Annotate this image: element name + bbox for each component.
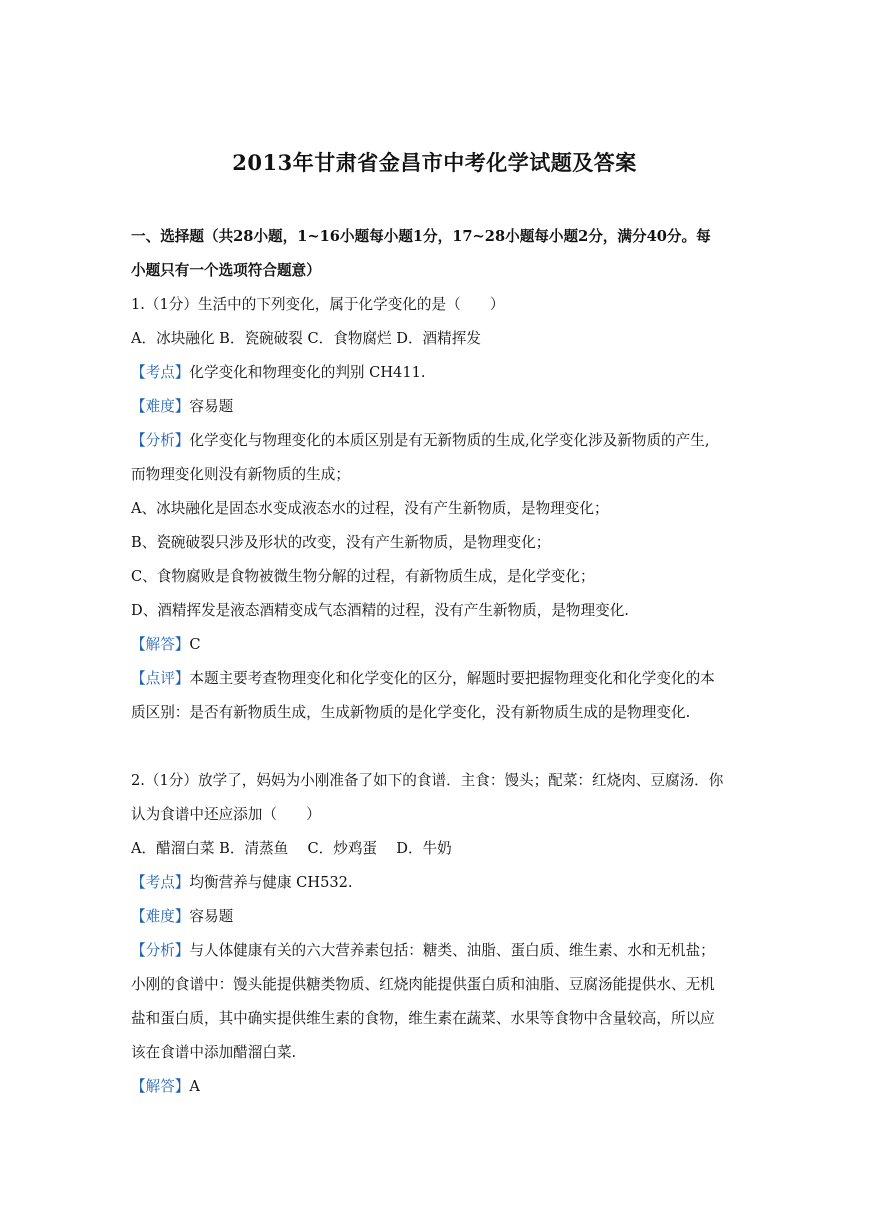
document-body bbox=[131, 220, 743, 1104]
q1-analysis-d: D、酒精挥发是液态酒精变成气态酒精的过程，没有产生新物质，是物理变化. bbox=[131, 602, 629, 619]
q2-fenxi-cont-3: 该在食谱中添加醋溜白菜. bbox=[131, 1044, 297, 1061]
section-heading-line-1: 一、选择题（共28小题，1~16小题每小题1分，17~28小题每小题2分，满分40分。每 bbox=[131, 228, 711, 245]
q1-fenxi bbox=[131, 424, 743, 458]
jieda-tag: 【解答】 bbox=[131, 1078, 190, 1095]
q2-jieda bbox=[131, 1070, 743, 1104]
q1-analysis-b: B、瓷碗破裂只涉及形状的改变，没有产生新物质，是物理变化； bbox=[131, 534, 551, 551]
nandu-tag: 【难度】 bbox=[131, 908, 190, 925]
fenxi-text: 化学变化与物理变化的本质区别是有无新物质的生成,化学变化涉及新物质的产生, bbox=[189, 432, 710, 449]
jieda-text: C bbox=[189, 636, 201, 653]
nandu-text: 容易题 bbox=[189, 398, 234, 415]
q2-kaodian bbox=[131, 866, 743, 900]
q1-dianping-cont: 质区别：是否有新物质生成，生成新物质的是化学变化，没有新物质生成的是物理变化. bbox=[131, 704, 691, 721]
nandu-tag: 【难度】 bbox=[131, 398, 190, 415]
q1-kaodian bbox=[131, 356, 743, 390]
section-heading-line-2: 小题只有一个选项符合题意） bbox=[131, 262, 321, 279]
q2-fenxi-cont-1: 小刚的食谱中：馒头能提供糖类物质、红烧肉能提供蛋白质和油脂、豆腐汤能提供水、无机 bbox=[131, 976, 715, 993]
page-title: 2013年甘肃省金昌市中考化学试题及答案 bbox=[232, 150, 637, 175]
fenxi-tag: 【分析】 bbox=[131, 432, 190, 449]
kaodian-tag: 【考点】 bbox=[131, 874, 190, 891]
q1-dianping bbox=[131, 662, 743, 696]
dianping-tag: 【点评】 bbox=[131, 670, 190, 687]
fenxi-tag: 【分析】 bbox=[131, 942, 190, 959]
kaodian-text: 化学变化和物理变化的判别 CH411. bbox=[189, 364, 426, 381]
fenxi-text: 与人体健康有关的六大营养素包括：糖类、油脂、蛋白质、维生素、水和无机盐； bbox=[189, 942, 715, 959]
q2-stem: 2.（1分）放学了，妈妈为小刚准备了如下的食谱．主食：馒头；配菜：红烧肉、豆腐汤．你 bbox=[131, 772, 724, 789]
q1-stem: 1.（1分）生活中的下列变化，属于化学变化的是（ ） bbox=[131, 296, 505, 313]
q1-jieda bbox=[131, 628, 743, 662]
q2-stem-cont: 认为食谱中还应添加（ ） bbox=[131, 806, 321, 823]
question-gap bbox=[131, 730, 743, 764]
q2-options: A．醋溜白菜 B．清蒸鱼 C．炒鸡蛋 D．牛奶 bbox=[131, 840, 452, 857]
q1-nandu bbox=[131, 390, 743, 424]
jieda-text: A bbox=[189, 1078, 200, 1095]
jieda-tag: 【解答】 bbox=[131, 636, 190, 653]
dianping-text: 本题主要考查物理变化和化学变化的区分，解题时要把握物理变化和化学变化的本 bbox=[189, 670, 715, 687]
q1-fenxi-cont: 而物理变化则没有新物质的生成； bbox=[131, 466, 350, 483]
q1-analysis-c: C、食物腐败是食物被微生物分解的过程，有新物质生成，是化学变化； bbox=[131, 568, 595, 585]
kaodian-tag: 【考点】 bbox=[131, 364, 190, 381]
q2-fenxi-cont-2: 盐和蛋白质，其中确实提供维生素的食物，维生素在蔬菜、水果等食物中含量较高，所以应 bbox=[131, 1010, 715, 1027]
nandu-text: 容易题 bbox=[189, 908, 234, 925]
q2-nandu bbox=[131, 900, 743, 934]
q2-fenxi bbox=[131, 934, 743, 968]
q1-analysis-a: A、冰块融化是固态水变成液态水的过程，没有产生新物质，是物理变化； bbox=[131, 500, 609, 517]
kaodian-text: 均衡营养与健康 CH532. bbox=[189, 874, 353, 891]
q1-options: A．冰块融化 B．瓷碗破裂 C．食物腐烂 D．酒精挥发 bbox=[131, 330, 481, 347]
